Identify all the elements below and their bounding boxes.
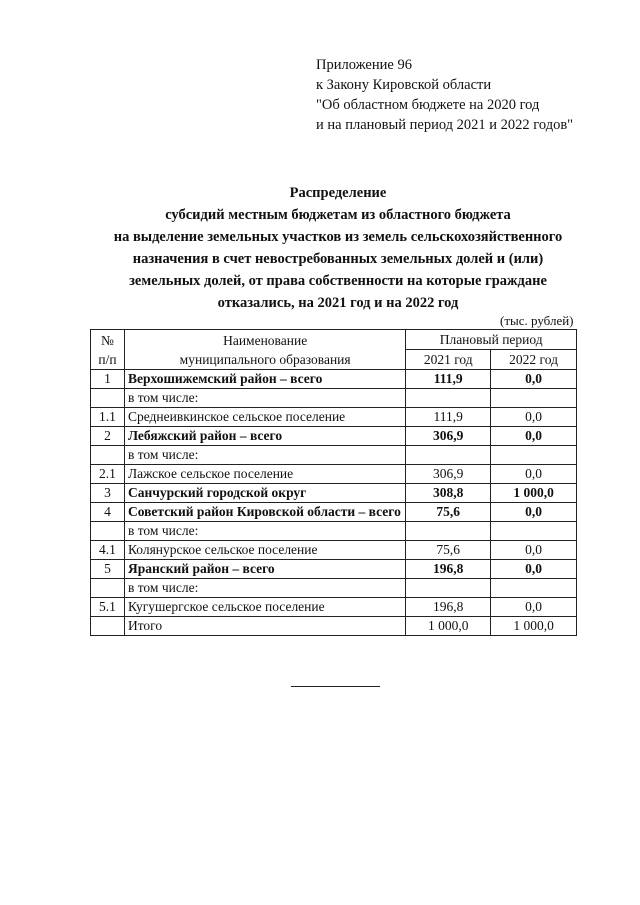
- row-value-2021: 75,6: [406, 541, 491, 560]
- table-row: [91, 522, 577, 541]
- header-name-line2: муниципального образования: [179, 351, 351, 367]
- row-value-2021: 196,8: [406, 598, 491, 617]
- row-value-2022: 0,0: [491, 465, 577, 484]
- row-number: 1: [91, 370, 125, 389]
- table-row: [91, 465, 577, 484]
- table-row: [91, 427, 577, 446]
- row-name: Лажское сельское поселение: [124, 465, 405, 484]
- table-row: [91, 598, 577, 617]
- subsidy-table: [90, 329, 577, 636]
- header-name: [124, 330, 405, 370]
- header-num-line1: №: [101, 332, 114, 348]
- row-value-2021: 111,9: [406, 408, 491, 427]
- row-name: Кугушергское сельское поселение: [124, 598, 405, 617]
- row-name: Колянурское сельское поселение: [124, 541, 405, 560]
- heading-line: земельных долей, от права собственности на которые граждане: [129, 273, 547, 289]
- row-number: [91, 579, 125, 598]
- row-number: [91, 389, 125, 408]
- row-value-2021: 1 000,0: [406, 617, 491, 636]
- units-label: (тыс. рублей): [500, 313, 574, 328]
- row-name: Лебяжский район – всего: [124, 427, 405, 446]
- table-row: [91, 370, 577, 389]
- document-heading: [60, 182, 616, 314]
- row-name: в том числе:: [124, 389, 405, 408]
- table-row: [91, 560, 577, 579]
- table-row: [91, 617, 577, 636]
- row-value-2021: 111,9: [406, 370, 491, 389]
- row-value-2022: 1 000,0: [491, 484, 577, 503]
- header-name-line1: Наименование: [223, 332, 308, 348]
- row-value-2022: 0,0: [491, 598, 577, 617]
- row-name: Среднеивкинское сельское поселение: [124, 408, 405, 427]
- heading-line: субсидий местным бюджетам из областного бюджета: [165, 207, 511, 223]
- row-value-2021: [406, 522, 491, 541]
- row-value-2022: 1 000,0: [491, 617, 577, 636]
- row-number: 5.1: [91, 598, 125, 617]
- table-row: [91, 579, 577, 598]
- row-name: Итого: [124, 617, 405, 636]
- closing-divider: [291, 686, 380, 687]
- table-body: [91, 370, 577, 636]
- table-row: [91, 484, 577, 503]
- row-name: Верхошижемский район – всего: [124, 370, 405, 389]
- table-row: [91, 541, 577, 560]
- row-value-2022: [491, 389, 577, 408]
- row-value-2022: [491, 579, 577, 598]
- row-name: в том числе:: [124, 522, 405, 541]
- appendix-line: "Об областном бюджете на 2020 год: [316, 97, 540, 113]
- row-name: Санчурский городской округ: [124, 484, 405, 503]
- row-number: 3: [91, 484, 125, 503]
- row-value-2022: 0,0: [491, 427, 577, 446]
- row-name: в том числе:: [124, 579, 405, 598]
- row-value-2022: 0,0: [491, 560, 577, 579]
- row-value-2021: 196,8: [406, 560, 491, 579]
- row-number: [91, 446, 125, 465]
- row-value-2022: 0,0: [491, 370, 577, 389]
- row-value-2022: 0,0: [491, 541, 577, 560]
- header-year-2021: 2021 год: [406, 350, 491, 370]
- row-name: Яранский район – всего: [124, 560, 405, 579]
- row-value-2021: 306,9: [406, 465, 491, 484]
- row-name: в том числе:: [124, 446, 405, 465]
- row-value-2021: 306,9: [406, 427, 491, 446]
- row-value-2022: 0,0: [491, 503, 577, 522]
- header-period: Плановый период: [406, 330, 577, 350]
- table-header-row: [91, 330, 577, 350]
- appendix-line: и на плановый период 2021 и 2022 годов": [316, 117, 574, 133]
- table-row: [91, 389, 577, 408]
- header-num-line2: п/п: [98, 351, 117, 367]
- header-year-2022: 2022 год: [491, 350, 577, 370]
- row-name: Советский район Кировской области – всего: [124, 503, 405, 522]
- heading-line: отказались, на 2021 год и на 2022 год: [217, 295, 459, 311]
- row-value-2021: [406, 389, 491, 408]
- row-number: [91, 522, 125, 541]
- row-number: [91, 617, 125, 636]
- appendix-block: [316, 55, 573, 135]
- appendix-line: к Закону Кировской области: [316, 77, 492, 93]
- row-value-2021: [406, 579, 491, 598]
- table-row: [91, 503, 577, 522]
- row-value-2022: [491, 522, 577, 541]
- heading-line: на выделение земельных участков из земель сельскохозяйственного: [113, 229, 563, 245]
- heading-line: Распределение: [289, 185, 387, 201]
- table-row: [91, 446, 577, 465]
- row-value-2022: [491, 446, 577, 465]
- row-number: 4.1: [91, 541, 125, 560]
- row-number: 5: [91, 560, 125, 579]
- header-num: [91, 330, 125, 370]
- row-number: 1.1: [91, 408, 125, 427]
- row-value-2021: 75,6: [406, 503, 491, 522]
- row-number: 2.1: [91, 465, 125, 484]
- row-number: 2: [91, 427, 125, 446]
- row-value-2022: 0,0: [491, 408, 577, 427]
- row-number: 4: [91, 503, 125, 522]
- table-row: [91, 408, 577, 427]
- row-value-2021: 308,8: [406, 484, 491, 503]
- heading-line: назначения в счет невостребованных земельных долей и (или): [132, 251, 544, 267]
- row-value-2021: [406, 446, 491, 465]
- appendix-line: Приложение 96: [316, 57, 412, 73]
